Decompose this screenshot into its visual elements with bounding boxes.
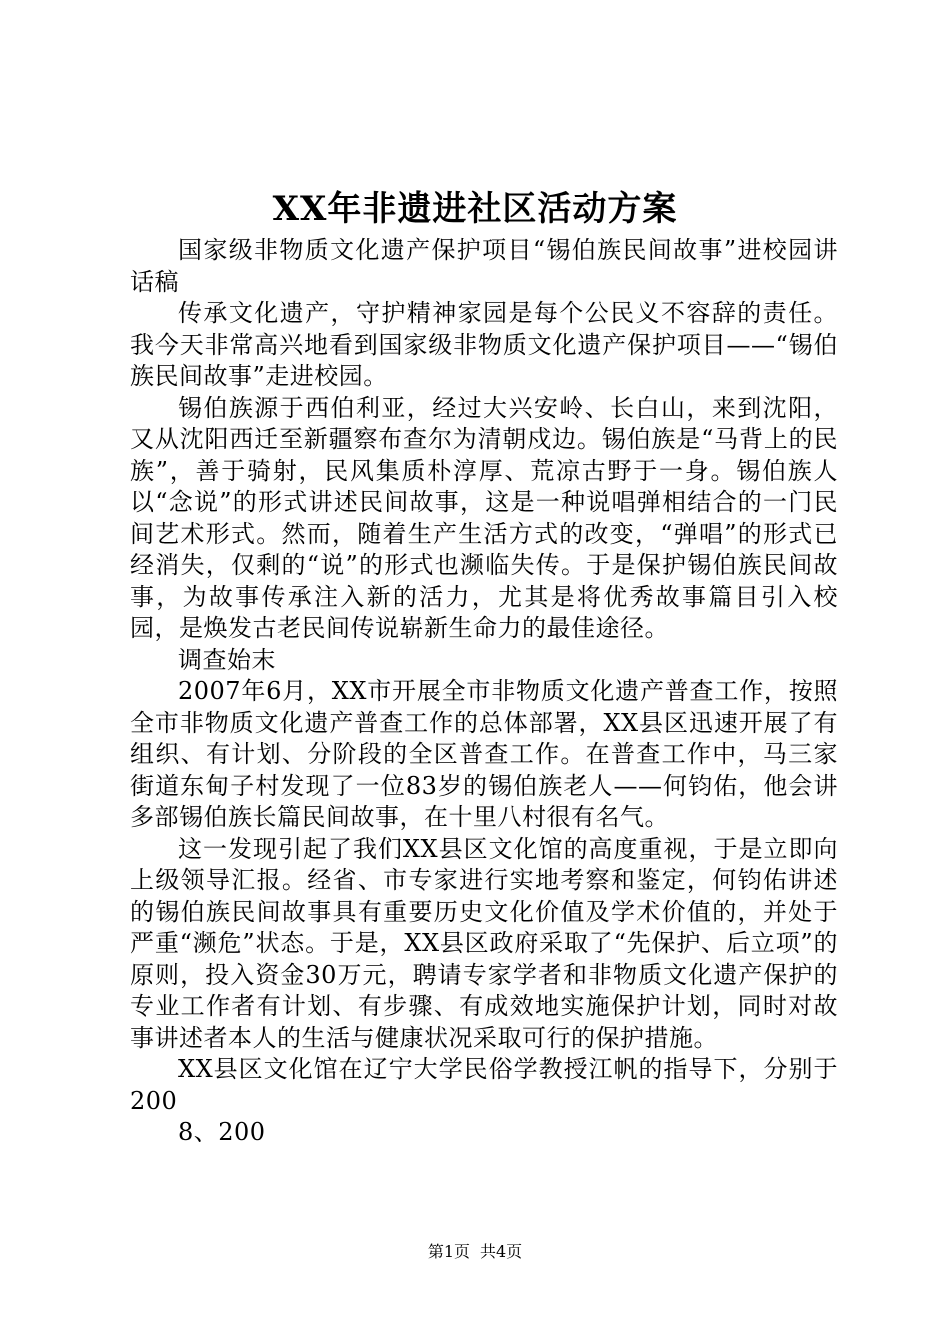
page-total: 共4页 (480, 1242, 523, 1261)
paragraph-subtitle: 国家级非物质文化遗产保护项目“锡伯族民间故事”进校园讲话稿 (130, 236, 838, 296)
page-number: 第1页 (427, 1242, 470, 1261)
paragraph-intro: 传承文化遗产，守护精神家园是每个公民义不容辞的责任。我今天非常高兴地看到国家级非物质文化遗产保护项目——“锡伯族民间故事”走进校园。 (130, 299, 838, 390)
document-title: XX年非遗进社区活动方案 (272, 189, 678, 229)
paragraph-survey: 2007年6月，XX市开展全市非物质文化遗产普查工作，按照全市非物质文化遗产普查工作的总体部署，XX县区迅速开展了有组织、有计划、分阶段的全区普查工作。在普查工作中，马三家街道东甸子村发现了一位83岁的锡伯族老人——何钧佑，他会讲多部锡伯族长篇民间故事，在十里八村很有名气。 (130, 677, 838, 831)
page-footer (0, 1240, 950, 1264)
paragraph-fragment: 8、200 (178, 1118, 266, 1146)
paragraph-guidance: XX县区文化馆在辽宁大学民俗学教授江帆的指导下，分别于200 (130, 1055, 838, 1115)
paragraph-protection: 这一发现引起了我们XX县区文化馆的高度重视，于是立即向上级领导汇报。经省、市专家进行实地考察和鉴定，何钧佑讲述的锡伯族民间故事具有重要历史文化价值及学术价值的，并处于严重“濒危”状态。于是，XX县区政府采取了“先保护、后立项”的原则，投入资金30万元，聘请专家学者和非物质文化遗产保护的专业工作者有计划、有步骤、有成效地实施保护计划，同时对故事讲述者本人的生活与健康状况采取可行的保护措施。 (130, 834, 838, 1052)
paragraph-background: 锡伯族源于西伯利亚，经过大兴安岭、长白山，来到沈阳，又从沈阳西迁至新疆察布查尔为清朝戍边。锡伯族是“马背上的民族”，善于骑射，民风集质朴淳厚、荒凉古野于一身。锡伯族人以“念说”的形式讲述民间故事，这是一种说唱弹相结合的一门民间艺术形式。然而，随着生产生活方式的改变，“弹唱”的形式已经消失，仅剩的“说”的形式也濒临失传。于是保护锡伯族民间故事，为故事传承注入新的活力，尤其是将优秀故事篇目引入校园，是焕发古老民间传说崭新生命力的最佳途径。 (130, 393, 838, 642)
section-heading: 调查始末 (178, 645, 276, 674)
document-body (130, 235, 838, 1149)
